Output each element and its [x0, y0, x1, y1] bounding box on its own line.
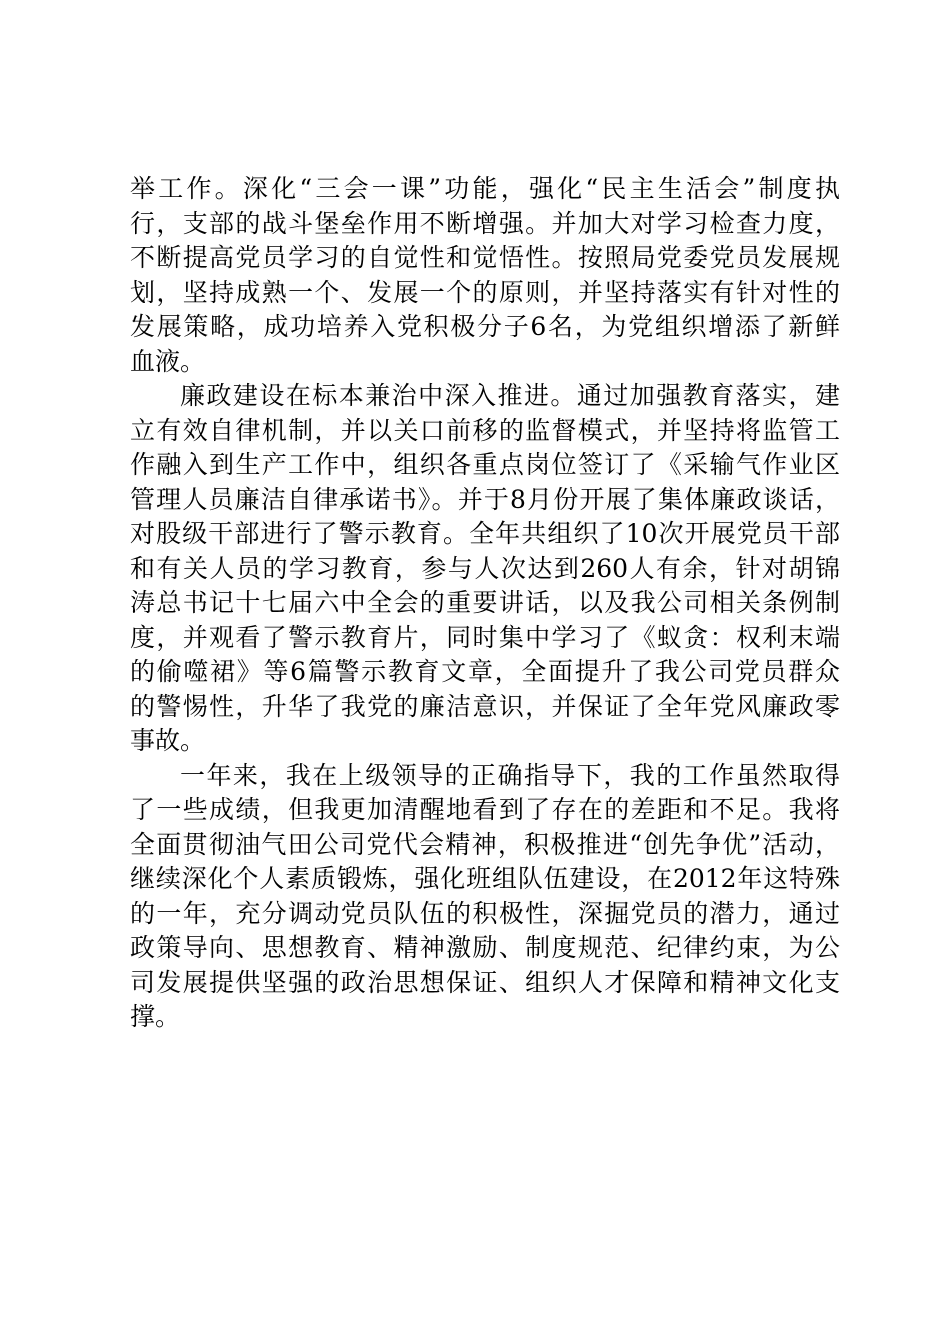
text-line: 一年来，我在上级领导的正确指导下，我的工作虽然取得: [180, 760, 840, 790]
text-line: 涛总书记十七届六中全会的重要讲话，以及我公司相关条例制: [130, 588, 840, 617]
text-line: 廉政建设在标本兼治中深入推进。通过加强教育落实，建: [180, 381, 840, 410]
text-line: 度，并观看了警示教育片，同时集中学习了《蚁贪：权利末端: [130, 622, 840, 652]
text-line: 行，支部的战斗堡垒作用不断增强。并加大对学习检查力度，: [130, 208, 840, 238]
paragraph-party-building: [130, 172, 840, 379]
text-line: 继续深化个人素质锻炼，强化班组队伍建设，在2012年这特殊: [130, 864, 840, 893]
text-line: 事故。: [130, 726, 206, 755]
text-line: 立有效自律机制，并以关口前移的监督模式，并坚持将监管工: [130, 415, 840, 445]
text-line: 政策导向、思想教育、精神激励、制度规范、纪律约束，为公: [130, 933, 840, 962]
text-line: 和有关人员的学习教育，参与人次达到260人有余，针对胡锦: [130, 553, 840, 583]
text-line: 划，坚持成熟一个、发展一个的原则，并坚持落实有针对性的: [130, 277, 840, 307]
text-line: 了一些成绩，但我更加清醒地看到了存在的差距和不足。我将: [130, 795, 840, 824]
paragraph-summary-outlook: [130, 759, 840, 1035]
text-line: 管理人员廉洁自律承诺书》。并于8月份开展了集体廉政谈话，: [130, 484, 840, 514]
text-line: 对股级干部进行了警示教育。全年共组织了10次开展党员干部: [130, 519, 840, 548]
text-line: 血液。: [130, 346, 206, 376]
text-line: 发展策略，成功培养入党积极分子6名，为党组织增添了新鲜: [130, 312, 840, 341]
text-line: 的警惕性，升华了我党的廉洁意识，并保证了全年党风廉政零: [130, 691, 840, 721]
text-line: 司发展提供坚强的政治思想保证、组织人才保障和精神文化支: [130, 967, 840, 997]
text-line: 的偷噬裙》等6篇警示教育文章，全面提升了我公司党员群众: [130, 657, 840, 686]
document-body: [130, 172, 840, 1035]
text-line: 的一年，充分调动党员队伍的积极性，深掘党员的潜力，通过: [130, 898, 840, 928]
text-line: 撑。: [130, 1002, 181, 1031]
text-line: 不断提高党员学习的自觉性和觉悟性。按照局党委党员发展规: [130, 243, 840, 272]
text-line: 举工作。深化“三会一课”功能，强化“民主生活会”制度执: [130, 174, 840, 203]
text-line: 全面贯彻油气田公司党代会精神，积极推进“创先争优”活动，: [130, 829, 840, 859]
paragraph-integrity-building: [130, 379, 840, 759]
text-line: 作融入到生产工作中，组织各重点岗位签订了《采输气作业区: [130, 450, 840, 479]
